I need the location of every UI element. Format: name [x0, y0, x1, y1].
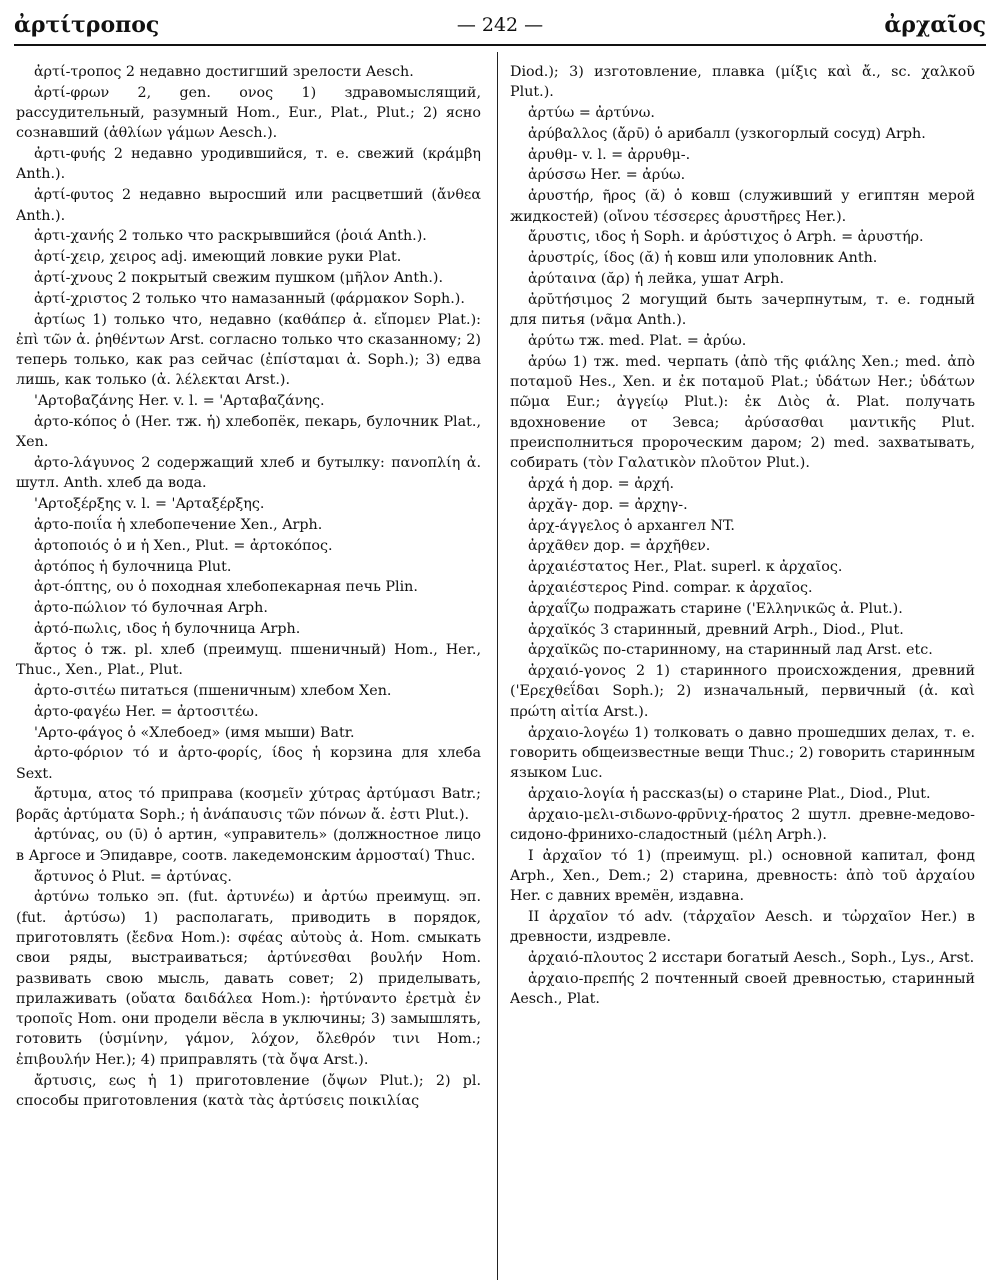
dictionary-entry: ἀρχαΐζω подражать старине ('Ελληνικῶς ἀ. Plut.).: [528, 600, 903, 617]
running-headword-right: ἀρχαῖος: [884, 12, 986, 38]
dictionary-entry: II ἀρχαῖον τό adv. (τἀρχαῖον Aesch. и τὠρχαῖον Her.) в древности, издревле.: [510, 909, 975, 946]
dictionary-entry: ἄρτυνος ὁ Plut. = ἀρτύνας.: [34, 868, 232, 885]
page-number: — 242 —: [456, 14, 544, 36]
dictionary-entry: ἀρχαιό-γονος 2 1) старинного происхождения, древний ('Ερεχθεΐδαι Soph.); 2) изначальный, первичный (ἀ. καὶ πρώτη αἰτία Arst.).: [510, 663, 975, 720]
dictionary-entry: ἀρχᾰγ- дор. = ἀρχηγ-.: [528, 496, 688, 513]
dictionary-entry: ἀρτί-χριστος 2 только что намазанный (φάρμακον Soph.).: [34, 290, 465, 307]
dictionary-entry: ἀρτο-λάγυνος 2 содержащий хлеб и бутылку: πανοπλίη ἀ. шутл. Anth. хлеб да вода.: [16, 455, 481, 492]
dictionary-entry-continued: Diod.); 3) изготовление, плавка (μίξις καὶ ἄ., sc. χαλκοῦ Plut.).: [510, 64, 975, 101]
dictionary-entry: ἀρχαϊκῶς по-старинному, на старинный лад Arst. etc.: [528, 642, 933, 659]
dictionary-entry: ἀρχαιο-πρεπής 2 почтенный своей древностью, старинный Aesch., Plat.: [510, 971, 975, 1008]
dictionary-entry: ἀρυστήρ, ῆρος (ᾰ) ὁ ковш (служивший у египтян мерой жидкостей) (οἴνου τέσσερες ἀρυστῆρες Her.).: [510, 188, 975, 225]
dictionary-entry: ἀρύτω тж. med. Plat. = ἀρύω.: [528, 332, 747, 349]
dictionary-entry: ἀρτίως 1) только что, недавно (καθάπερ ἀ. εἴπομεν Plat.): ἐπὶ τῶν ἀ. ῥηθέντων Arst. согласно только что сказанному; 2) теперь только, как раз сейчас (ἐπίσταμαι ἀ. Soph.); 3) едва лишь, как только (ἀ. λέλεκται Arst.).: [16, 311, 481, 389]
dictionary-entry: ἀρτύω = ἀρτύνω.: [528, 105, 655, 122]
header-rule: [14, 44, 986, 46]
dictionary-entry: ἀρυστρίς, ίδος (ᾰ) ἡ ковш или уполовник Anth.: [528, 250, 878, 267]
dictionary-entry: ἀρτί-χειρ, χειρος adj. имеющий ловкие руки Plat.: [34, 249, 402, 266]
dictionary-entry: ἀρχαιο-μελι-σιδωνο-φρῡνιχ-ήρατος 2 шутл. древне-медово-сидоно-фринихо-сладостный (μέλη Arph.).: [510, 806, 975, 843]
dictionary-entry: ἀρύβαλλος (ἄρῡ) ὁ арибалл (узкогорлый сосуд) Arph.: [528, 125, 926, 142]
dictionary-entry: 'Αρτο-φάγος ὁ «Хлебоед» (имя мыши) Batr.: [34, 724, 355, 741]
dictionary-entry: ἀρτί-φρων 2, gen. ονος 1) здравомыслящий, рассудительный, разумный Hom., Eur., Plat., Plut.; 2) ясно сознавший (ἀθλίων γάμων Aesch.).: [16, 84, 481, 142]
dictionary-entry: ἀρχαιέστερος Pind. compar. к ἀρχαῖος.: [528, 579, 813, 596]
dictionary-entry: ἀρτι-χανής 2 только что раскрывшийся (ῥοιά Anth.).: [34, 228, 427, 245]
dictionary-entry: ἀρτύνω только эп. (fut. ἀρτυνέω) и ἀρτύω преимущ. эп. (fut. ἀρτύσω) 1) располагать, приводить в порядок, приготовлять (ἔεδνα Hom.): σφέας αὐτοὺς ἀ. Hom. смыкать свои ряды, выстраиваться; ἀρτύνεσθαι βουλήν Hom. развивать свою мысль, давать совет; 2) приделывать, прилаживать (οὔατα δαιδάλεα Hom.): ἠρτύναντο ἐρετμὰ ἐν τροποῖς Hom. они продели вёсла в уключины; 3) замышлять, готовить (ὑσμίνην, γάμον, λόχον, ὄλεθρόν τινι Hom.; ἐπιβουλήν Her.); 4) приправлять (τὰ ὄψα Arst.).: [16, 889, 481, 1068]
dictionary-entry: ἀρῠτήσιμος 2 могущий быть зачерпнутым, т. е. годный для питья (νᾶμα Anth.).: [510, 291, 975, 329]
dictionary-entry: ἀρχ-άγγελος ὁ архангел NT.: [528, 517, 735, 534]
dictionary-entry: ἀρτύνας, ου (ῡ) ὁ артин, «управитель» (должностное лицо в Аргосе и Эпидавре, соотв. лакедемонским ἁρμοσταί) Thuc.: [16, 827, 481, 864]
dictionary-entry: ἀρτόπος ἡ булочница Plut.: [34, 558, 232, 575]
dictionary-entry: ἀρχαιέστατος Her., Plat. superl. к ἀρχαῖος.: [528, 559, 843, 576]
dictionary-entry: ἀρχᾶθεν дор. = ἀρχῆθεν.: [528, 538, 711, 555]
dictionary-entry: ἀρύσσω Her. = ἀρύω.: [528, 167, 686, 184]
dictionary-entry: ἀρχαιο-λογία ἡ рассказ(ы) о старине Plat., Diod., Plut.: [528, 785, 931, 802]
dictionary-entry: ἀρύταινα (ᾰρ) ἡ лейка, ушат Arph.: [528, 270, 785, 287]
dictionary-entry: ἀρτοποιός ὁ и ἡ Xen., Plut. = ἀρτοκόπος.: [34, 537, 333, 554]
dictionary-entry: ἀρτί-φυτος 2 недавно выросший или расцветший (ἄνθεα Anth.).: [16, 187, 481, 224]
dictionary-entry: ἄρυστις, ιδος ἡ Soph. и ἀρύστιχος ὁ Arph. = ἀρυστήρ.: [528, 229, 924, 246]
dictionary-entry: ἀρτο-φαγέω Her. = ἀρτοσιτέω.: [34, 703, 259, 720]
dictionary-entry: ἀρύω 1) тж. med. черпать (ἀπὸ τῆς φιάλης Xen.; med. ἀπὸ ποταμοῦ Hes., Xen. и ἐκ ποταμοῦ Plat.; ὑδάτων Her.; ὑδάτων πῶμα Eur.; ἀγγείῳ Plut.): ἐκ Διὸς ἀ. Plat. получать вдохновение от Зевса; ἀρύσασθαι μαντικῆς Plut. преисполниться пророческим даром; 2) med. захватывать, собирать (τὸν Γαλατικὸν πλοῦτον Plut.).: [510, 353, 975, 472]
running-headword-left: ἀρτίτροπος: [14, 12, 160, 38]
page-header: [14, 6, 986, 42]
dictionary-entry: ἀρχαιο-λογέω 1) толковать о давно прошедших делах, т. е. говорить общеизвестные вещи Thuc.; 2) говорить старинным языком Luc.: [510, 724, 975, 782]
dictionary-entry: ἀρυθμ- v. l. = ἀρρυθμ-.: [528, 146, 691, 163]
dictionary-entry: 'Αρτοξέρξης v. l. = 'Αρταξέρξης.: [34, 496, 265, 513]
dictionary-entry: ἀρτι-φυής 2 недавно уродившийся, т. е. свежий (κράμβη Anth.).: [16, 146, 481, 183]
column-divider: [497, 52, 498, 1280]
dictionary-entry: ἀρτο-πώλιον τό булочная Arph.: [34, 600, 268, 617]
dictionary-entry: ἀρχά ἡ дор. = ἀρχή.: [528, 475, 675, 492]
dictionary-entry: I ἀρχαῖον τό 1) (преимущ. pl.) основной капитал, фонд Arph., Xen., Dem.; 2) старина, древность: ἀπὸ τοῦ ἀρχαίου Her. с давних времён, издавна.: [510, 847, 975, 905]
dictionary-entry: ἀρτο-κόπος ὁ (Her. тж. ἡ) хлебопёк, пекарь, булочник Plat., Xen.: [16, 414, 481, 451]
dictionary-entry: ἀρτί-τροπος 2 недавно достигший зрелости Aesch.: [34, 64, 414, 80]
dictionary-entry: ἀρτ-όπτης, ου ὁ походная хлебопекарная печь Plin.: [34, 579, 418, 596]
dictionary-entry: ἀρτο-φόριον τό и ἀρτο-φορίς, ίδος ἡ корзина для хлеба Sext.: [16, 745, 481, 782]
dictionary-entry: ἀρτί-χνους 2 покрытый свежим пушком (μῆλον Anth.).: [34, 269, 444, 286]
dictionary-entry: ἀρχαιό-πλουτος 2 исстари богатый Aesch., Soph., Lys., Arst.: [528, 950, 975, 967]
dictionary-entry: ἄρτος ὁ тж. pl. хлеб (преимущ. пшеничный) Hom., Her., Thuc., Xen., Plat., Plut.: [16, 641, 481, 679]
left-column: [16, 62, 481, 1280]
dictionary-entry: ἀρτο-ποιΐα ἡ хлебопечение Xen., Arph.: [34, 517, 323, 534]
dictionary-entry: ἄρτυσις, εως ἡ 1) приготовление (ὄψων Plut.); 2) pl. способы приготовления (κατὰ τὰς ἀρτύσεις ποικιλίας: [16, 1072, 481, 1109]
dictionary-entry: ἄρτυμα, ατος τό приправа (κοσμεῖν χύτρας ἀρτύμασι Batr.; βορᾶς ἀρτύματα Soph.; ἡ ἀνάπαυσις τῶν πόνων ἄ. ἐστι Plut.).: [16, 786, 481, 823]
dictionary-entry: ἀρτο-σιτέω питаться (пшеничным) хлебом Xen.: [34, 682, 392, 699]
dictionary-entry: ἀρτό-πωλις, ιδος ἡ булочница Arph.: [34, 621, 301, 638]
dictionary-entry: ἀρχαϊκός 3 старинный, древний Arph., Diod., Plut.: [528, 621, 904, 638]
right-column: [510, 62, 975, 1280]
dictionary-entry: 'Αρτοβαζάνης Her. v. l. = 'Αρταβαζάνης.: [34, 393, 325, 410]
